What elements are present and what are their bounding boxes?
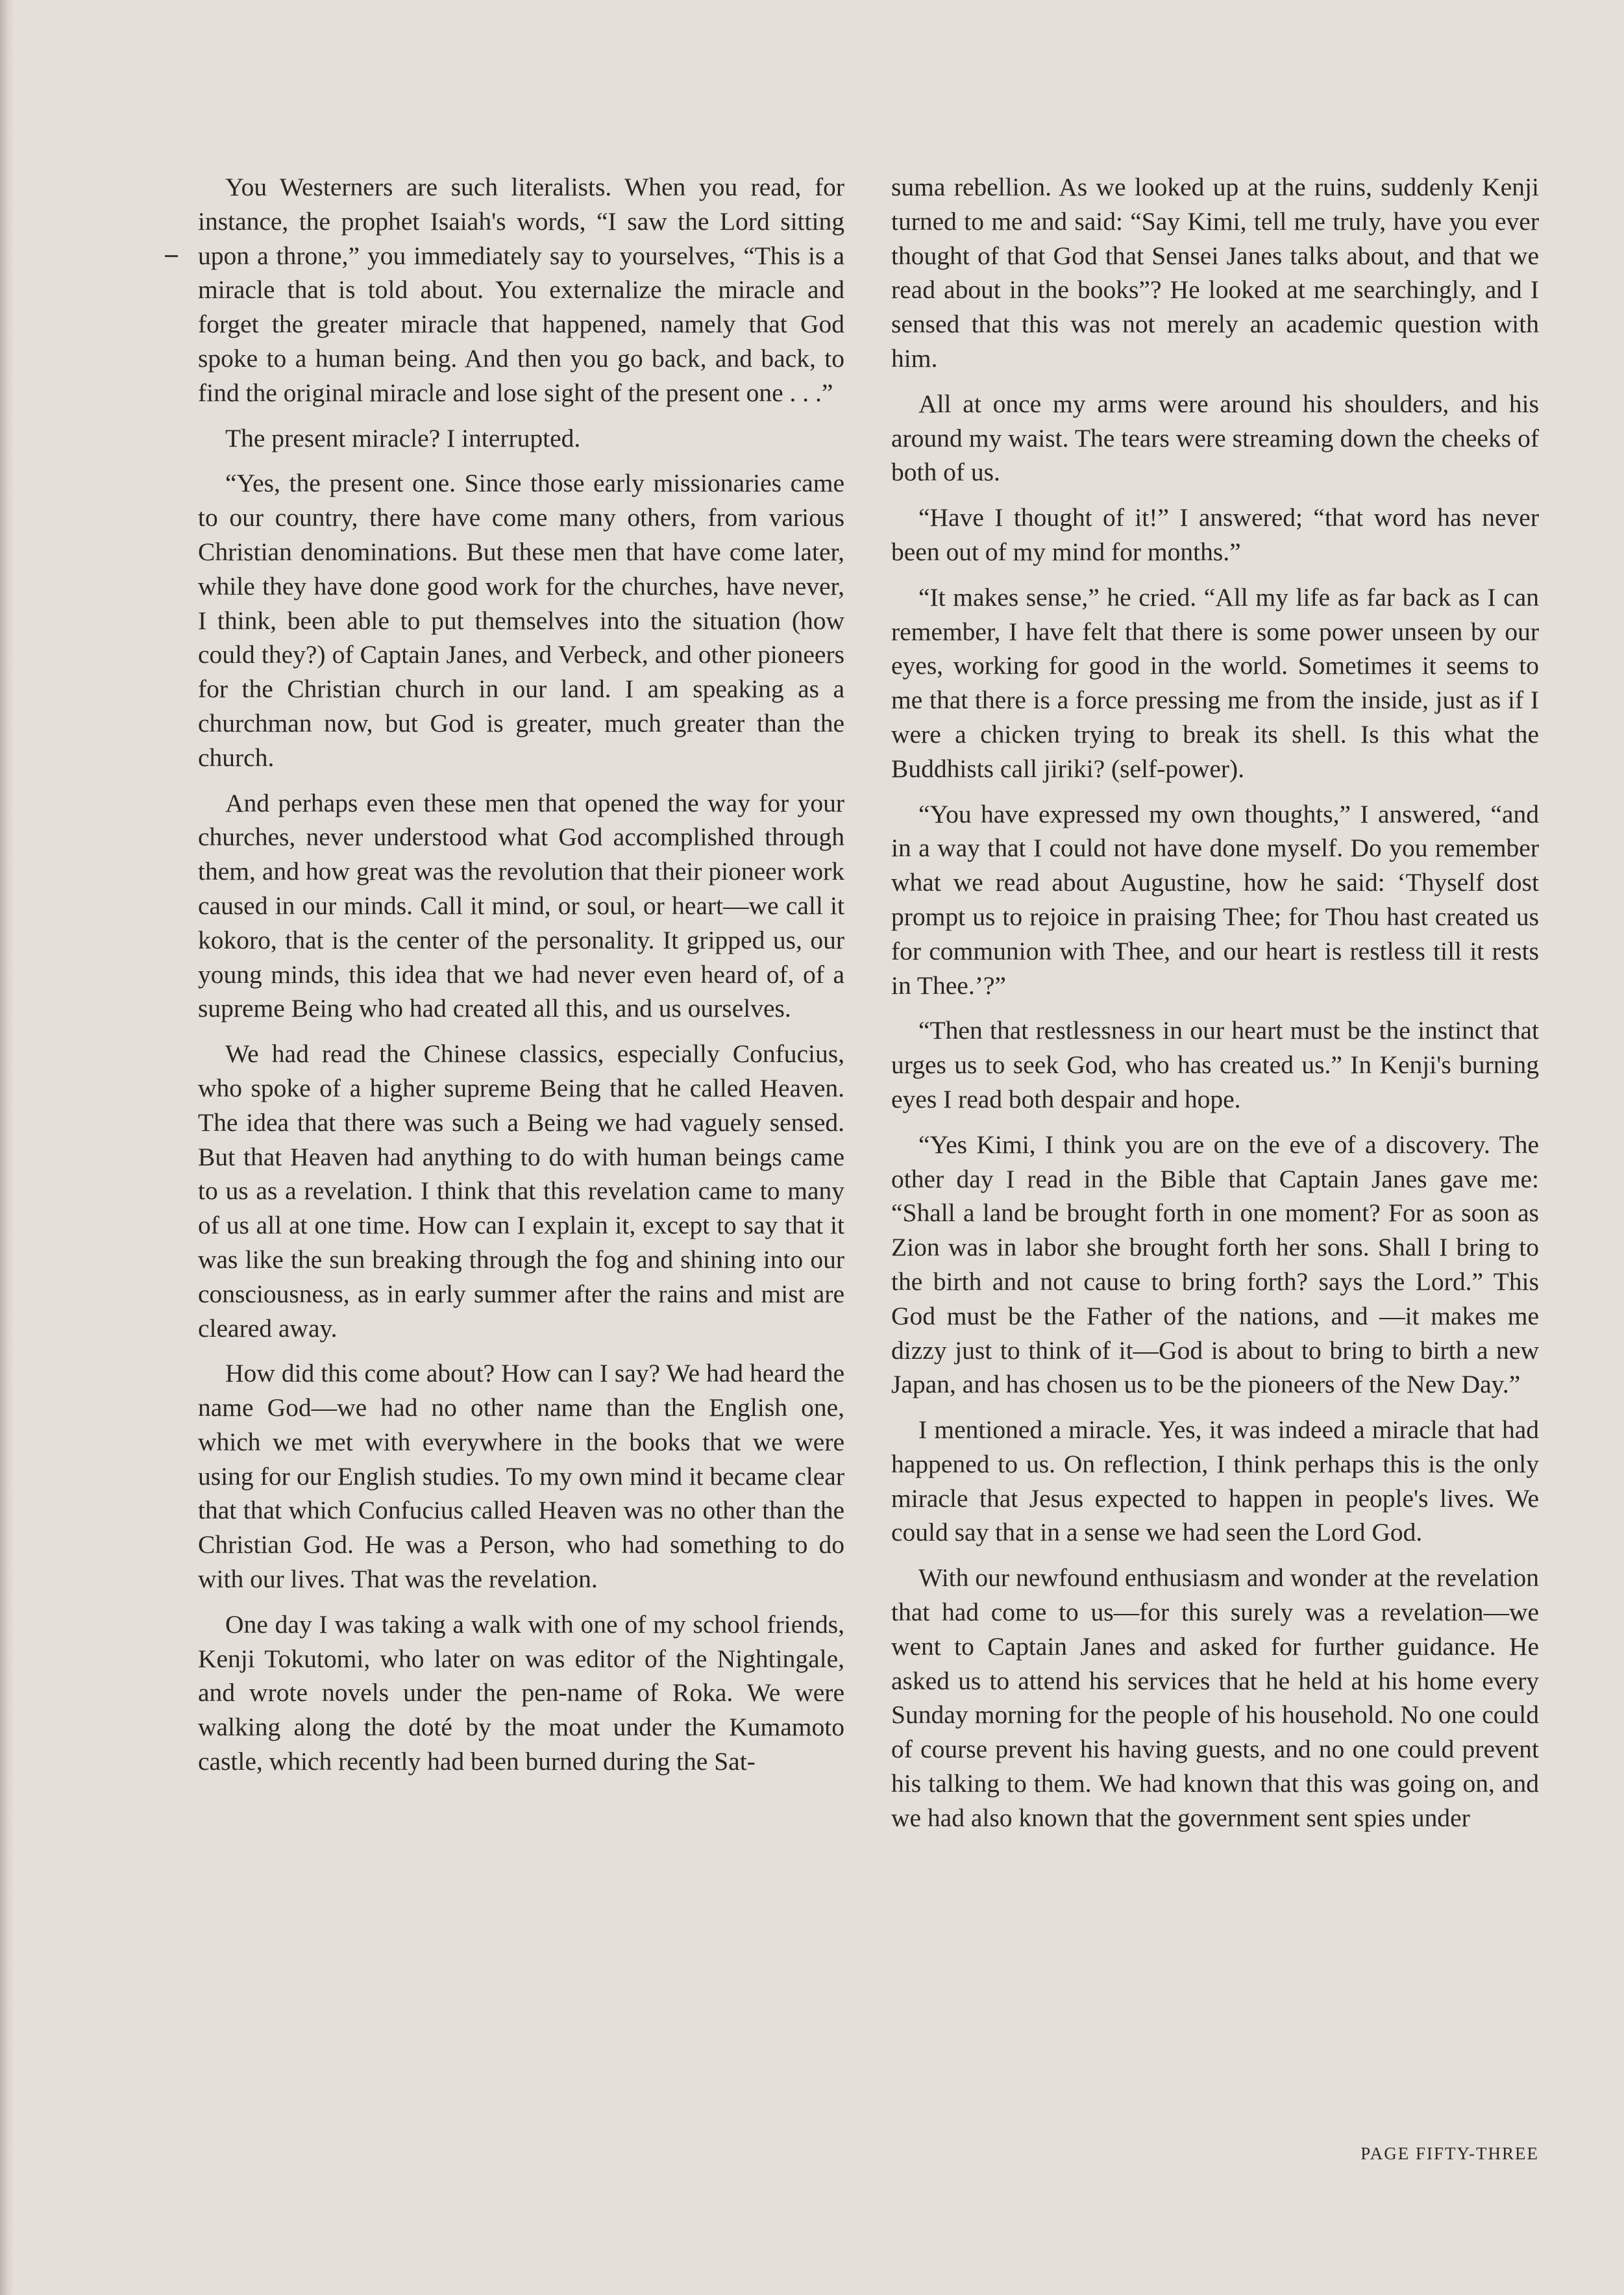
- paragraph: “Have I thought of it!” I answered; “that word has never been out of my mind for months.”: [891, 503, 1539, 566]
- paragraph: With our newfound enthusiasm and wonder at the revelation that had come to us—for this surely was a revelation—we went to Captain Janes and asked for further guidance. He asked us to attend his services that he held at his home every Sunday morning for the people of his household. No one could of course prevent his having guests, and no one could prevent his talking to them. We had known that this was going on, and we had also known that the government sent spies under: [891, 1563, 1539, 1832]
- paragraph: “You have expressed my own thoughts,” I answered, “and in a way that I could not have done myself. Do you remember what we read about Augustine, how he said: ‘Thyself dost prompt us to rejoice in praising Thee; for Thou hast created us for communion with Thee, and our heart is restless till it rests in Thee.’?”: [891, 799, 1539, 1000]
- paragraph: We had read the Chinese classics, especially Confucius, who spoke of a higher supreme Being that he called Heaven. The idea that there was such a Being we had vaguely sensed. But that Heaven had anything to do with human beings came to us as a revelation. I think that this revelation came to many of us all at one time. How can I explain it, except to say that it was like the sun breaking through the fog and shining into our consciousness, as in early summer after the rains and mist are cleared away.: [198, 1039, 844, 1343]
- paragraph: All at once my arms were around his shoulders, and his around my waist. The tears were streaming down the cheeks of both of us.: [891, 389, 1539, 487]
- paragraph: You Westerners are such literalists. When you read, for instance, the prophet Isaiah's words, “I saw the Lord sitting upon a throne,” you immediately say to yourselves, “This is a miracle that is told about. You externalize the miracle and forget the greater miracle that happened, namely that God spoke to a human being. And then you go back, and back, to find the original miracle and lose sight of the present one . . .”: [198, 173, 844, 407]
- left-column: [198, 170, 844, 1790]
- paragraph: How did this come about? How can I say? We had heard the name God—we had no other name than the English one, which we met with everywhere in the books that we were using for our English studies. To my own mind it became clear that that which Confucius called Heaven was no other than the Christian God. He was a Person, who had something to do with our lives. That was the revelation.: [198, 1359, 844, 1594]
- paragraph: One day I was taking a walk with one of my school friends, Kenji Tokutomi, who later on was editor of the Nightingale, and wrote novels under the pen-name of Roka. We were walking along the doté by the moat under the Kumamoto castle, which recently had been burned during the Sat-: [198, 1609, 844, 1776]
- paragraph: And perhaps even these men that opened the way for your churches, never understood what God accomplished through them, and how great was the revolution that their pioneer work caused in our minds. Call it mind, or soul, or heart—we call it kokoro, that is the center of the personality. It gripped us, our young minds, this idea that we had never even heard of, of a supreme Being who had created all this, and us ourselves.: [198, 788, 844, 1023]
- right-column: [891, 170, 1539, 1846]
- paragraph: “Then that restlessness in our heart must be the instinct that urges us to seek God, who has created us.” In Kenji's burning eyes I read both despair and hope.: [891, 1016, 1539, 1113]
- margin-mark: [165, 255, 178, 257]
- continued-paragraph: suma rebellion. As we looked up at the ruins, suddenly Kenji turned to me and said: “Say Kimi, tell me truly, have you ever thought of that God that Sensei Janes talks about, and that we read about in the books”? He looked at me searchingly, and I sensed that this was not merely an academic question with him.: [891, 173, 1539, 373]
- paragraph: I mentioned a miracle. Yes, it was indeed a miracle that had happened to us. On reflection, I think perhaps this is the only miracle that Jesus expected to happen in people's lives. We could say that in a sense we had seen the Lord God.: [891, 1415, 1539, 1547]
- paragraph: The present miracle? I interrupted.: [225, 423, 581, 453]
- paragraph: “Yes Kimi, I think you are on the eve of a discovery. The other day I read in the Bible that Captain Janes gave me: “Shall a land be brought forth in one moment? For as soon as Zion was in labor she brought forth her sons. Shall I bring to the birth and not cause to bring forth? says the Lord.” This God must be the Father of the nations, and —it makes me dizzy just to think of it—God is about to bring to birth a new Japan, and has chosen us to be the pioneers of the New Day.”: [891, 1130, 1539, 1399]
- paragraph: “It makes sense,” he cried. “All my life as far back as I can remember, I have felt that there is some power unseen by our eyes, working for good in the world. Sometimes it seems to me that there is a force pressing me from the inside, just as if I were a chicken trying to break its shell. Is this what the Buddhists call jiriki? (self-power).: [891, 582, 1539, 783]
- page-number: PAGE FIFTY-THREE: [1360, 2144, 1539, 2163]
- paragraph: “Yes, the present one. Since those early missionaries came to our country, there have come many others, from various Christian denominations. But these men that have come later, while they have done good work for the churches, have never, I think, been able to put themselves into the situation (how could they?) of Captain Janes, and Verbeck, and other pioneers for the Christian church in our land. I am speaking as a churchman now, but God is greater, much greater than the church.: [198, 469, 844, 772]
- page-binding-edge: [0, 0, 14, 2295]
